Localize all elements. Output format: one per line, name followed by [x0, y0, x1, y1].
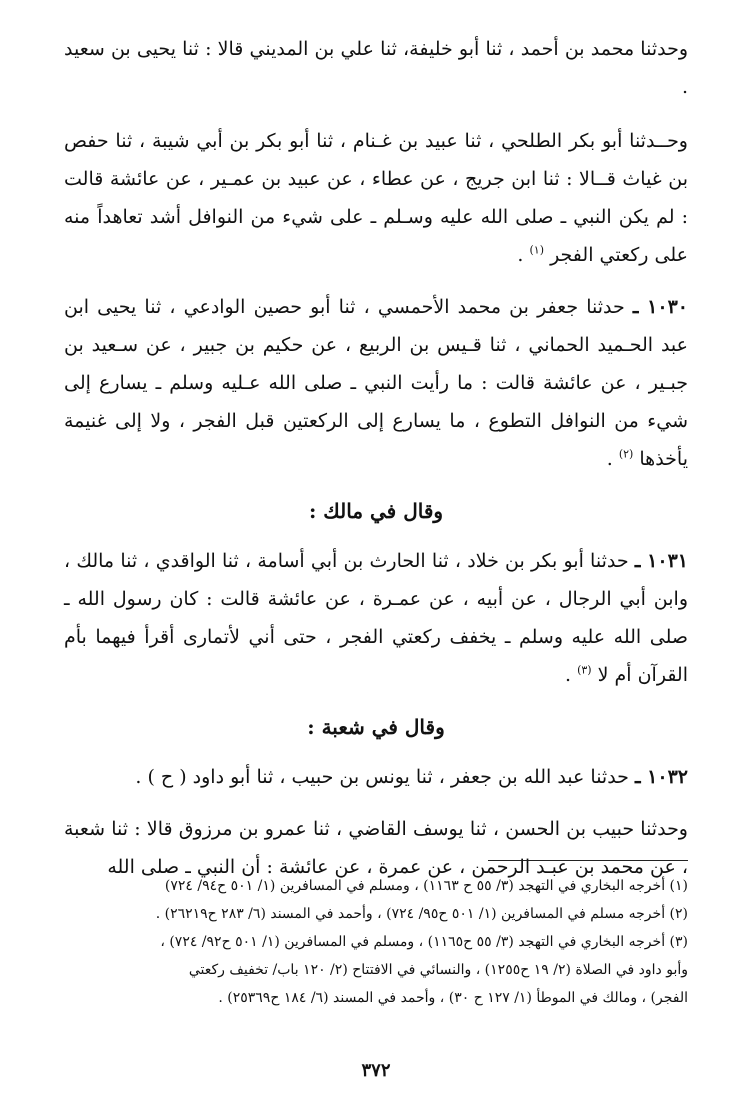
- paragraph-text: حدثنا عبد الله بن جعفر ، ثنا يونس بن حبيب ، ثنا أبو داود ( ح ) .: [135, 766, 629, 788]
- hadith-1032: [64, 758, 688, 796]
- book-page: [64, 30, 688, 1092]
- hadith-number: ١٠٣٠ ـ: [632, 296, 688, 318]
- footnote-ref-2[interactable]: (٢): [618, 447, 634, 461]
- hadith-1030: [64, 288, 688, 478]
- paragraph-tail: .: [606, 448, 619, 470]
- footnote-1: (١) أخرجه البخاري في التهجد (٣/ ٥٥ ح ١١٦٣) ، ومسلم في المسافرين (١/ ٥٠١ ح٩٤/ ٧٢٤): [164, 878, 688, 894]
- paragraph-text: حدثنا جعفر بن محمد الأحمسي ، ثنا أبو حصين الوادعي ، ثنا يحيى ابن عبد الحـميد الحماني ، ثنا قـيس بن الربيع ، عن حكيم بن جبير ، عن سـعيد بن جبـير ، عن عائشة قالت : ما رأيت النبي ـ صلى الله عـليه وسلم ـ يسارع إلى شيء من النوافل التطوع ، ما يسارع إلى الركعتين قبل الفجر ، ولا إلى غنيمة يأخذها: [64, 296, 688, 470]
- section-heading-shuba: وقال في شعبة :: [307, 715, 445, 739]
- paragraph-text: وحــدثنا أبو بكر الطلحي ، ثنا عبيد بن غـنام ، ثنا أبو بكر بن أبي شيبة ، ثنا حفص بن غياث قــالا : ثنا ابن جريج ، عن عطاء ، عن عبيد بن عمـير ، عن عائشة قالت : لم يكن النبي ـ صلى الله عليه وسـلم ـ على شيء من النوافل أشد تعاهداً منه على ركعتي الفجر: [64, 130, 688, 266]
- hadith-number: ١٠٣١ ـ: [634, 550, 688, 572]
- footnote-3-continuation-2: الفجر) ، ومالك في الموطأ (١/ ١٢٧ ح ٣٠) ، وأحمد في المسند (٦/ ١٨٤ ح٢٥٣٦٩) .: [218, 990, 688, 1006]
- footnote-ref-3[interactable]: (٣): [577, 663, 592, 677]
- footnote-ref-1[interactable]: (١): [529, 243, 545, 257]
- hadith-1031: [64, 542, 688, 694]
- footnote-2: (٢) أخرجه مسلم في المسافرين (١/ ٥٠١ ح٩٥/ ٧٢٤) ، وأحمد في المسند (٦/ ٢٨٣ ح٢٦٢١٩) .: [155, 906, 688, 922]
- paragraph-text: وحدثنا محمد بن أحمد ، ثنا أبو خليفة، ثنا علي بن المديني قالا : ثنا يحيى بن سعيد .: [64, 38, 688, 98]
- footnotes: [64, 872, 688, 1012]
- paragraph-tail: .: [564, 664, 578, 686]
- section-heading-malik: وقال في مالك :: [308, 499, 444, 523]
- paragraph-text: وحدثنا حبيب بن الحسن ، ثنا يوسف القاضي ، ثنا عمرو بن مرزوق قالا : ثنا شعبة ، عن محمد بن عبـد الرحمن ، عن عمرة ، عن عائشة : أن النبي ـ صلى الله: [64, 818, 688, 878]
- hadith-number: ١٠٣٢ ـ: [634, 766, 688, 788]
- paragraph-text: حدثنا أبو بكر بن خلاد ، ثنا الحارث بن أبي أسامة ، ثنا الواقدي ، ثنا مالك ، وابن أبي الرجال ، عن أبيه ، عن عمـرة ، عن عائشة قالت : كان رسول الله ـ صلى الله عليه وسلم ـ يخفف ركعتي الفجر ، حتى أني لأتمارى أقرأ فيهما بأم القرآن أم لا: [64, 550, 688, 686]
- page-number: ٣٧٢: [361, 1060, 391, 1081]
- paragraph-tail: .: [517, 244, 530, 266]
- footnote-3-continuation-1: وأبو داود في الصلاة (٢/ ١٩ ح١٢٥٥) ، والنسائي في الافتتاح (٢/ ١٢٠ باب/ تخفيف ركعتي: [188, 962, 688, 978]
- paragraph-chain-2: [64, 122, 688, 274]
- footnote-divider: [488, 860, 688, 861]
- paragraph-chain-1: [64, 30, 688, 106]
- footnote-3: (٣) أخرجه البخاري في التهجد (٣/ ٥٥ ح١١٦٥) ، ومسلم في المسافرين (١/ ٥٠١ ح٩٢/ ٧٢٤) ،: [160, 934, 688, 950]
